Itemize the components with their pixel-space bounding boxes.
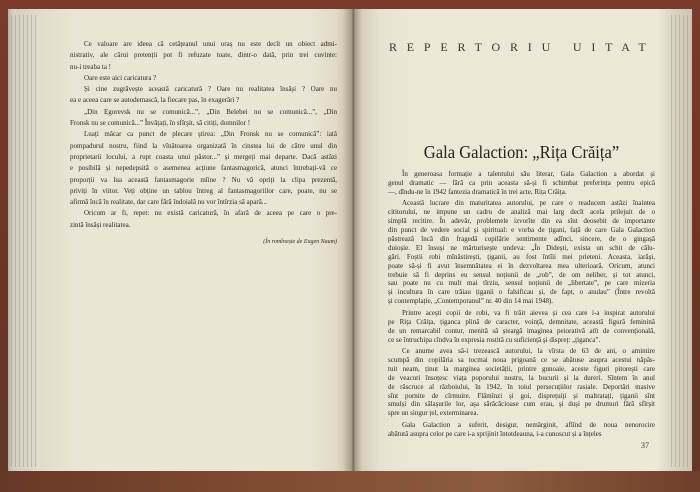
paragraph	[388, 309, 655, 345]
text-line: sînt pornite de cîrmuire. Flămînzi și goi, disprețuiți și maltratați, țiganii sînt	[388, 391, 655, 400]
paragraph	[70, 39, 337, 73]
text-line: genul dramatic — fără ca prin aceasta să-și fi schimbat preferința pentru epică	[388, 178, 655, 187]
text-line: poate să-și fi avut însemnătatea ei în dezvoltarea mea ulterioară. Oricum, atunci	[388, 261, 655, 270]
text-line: și incultura în care trăiau țiganii o falsificau și, de fapt, o anulau” (Între revoltă	[388, 288, 655, 297]
text-line: În generoasa formație a talentului său literar, Gala Galaction a abordat și	[402, 170, 655, 178]
paragraph	[388, 199, 655, 306]
paragraph	[388, 421, 655, 439]
text-line: scumpă din copilăria sa tocmai noua prigoană ce se abătuse asupra acestui năpăs-	[388, 355, 655, 364]
paragraph	[388, 347, 655, 418]
text-line: pe Rița Crăița, țiganca plină de caracter, voință, demnitate, această figură feminină	[388, 317, 655, 326]
text-line: proporții va lua această fantasmagorie mîine ? Nu vă opriți la clipa prezentă,	[70, 175, 337, 184]
text-line: gări. Foștii robi mînăstirești, țiganii, au fost întîii mei prieteni. Aceasta, iarăși,	[388, 252, 655, 261]
text-line: afirmă încă în realitate, dar care fără îndoială nu vor întîrzia să apară...	[70, 198, 268, 207]
text-line: Această lucrare din maturitatea autorului, pe care o readucem astăzi înaintea	[402, 199, 655, 208]
right-page-text	[388, 170, 655, 439]
text-line: sau poate nu cu mult mai tîrziu, sensul noțiunii de „libertate”, pe care mizeria	[388, 279, 655, 288]
text-line: cititorului, ne impune un cadru de analiză mai larg decît acela prilejuit de o	[388, 208, 655, 217]
section-header: REPERTORIU UITAT	[389, 40, 656, 54]
text-line: Ce anume avea să-i trezească autorului, la vîrsta de 63 de ani, o amintire	[402, 347, 655, 355]
text-line: și contemplație, „Contemporanul” nr. 40 din 14 mai 1948).	[388, 297, 554, 306]
text-line: Luați măcar ca punct de plecare știrea: „Din Fronsk nu se comunică”: iată	[84, 130, 337, 139]
paragraph	[388, 170, 655, 197]
text-line: tuit neam, ținut la marginea societății, printre gunoaie, aceste figuri pitorești care	[388, 364, 655, 373]
text-line: Și cine zugrăvește această caricatură ? Oare nu realitatea însăși ? Oare nu	[84, 85, 337, 94]
page-edges	[671, 15, 689, 467]
page-number: 37	[641, 441, 649, 450]
text-line: nu-i treaba ta !	[70, 62, 112, 71]
text-line: păstrează încă din fragedă copilărie sentimente adînci, sincere, de o gingașă	[388, 234, 655, 243]
text-line: Oricum ar fi, repet: nu există caricatură, în afară de aceea pe care o pre-	[84, 209, 337, 218]
text-line: smulși din sălașurile lor, așa sărăcăcioase cum erau, și duși pe drumuri fără sfîrșit	[388, 400, 655, 409]
text-line: Oare este aici caricatura ?	[84, 73, 157, 82]
text-line: e posibilă și nepedepsită o asemenea acțiune fantasmagorică, atunci întrebați-vă ce	[70, 164, 337, 173]
text-line: Printre acești copii de robi, va fi trăit aievea și cea care i-a inspirat autorului	[402, 308, 655, 317]
text-line: simplă recitire. În adevăr, problemele izvorîte din ea sînt deosebit de importante	[388, 217, 655, 226]
text-line: duioșie. El însuși ne mărturisește undeva: „În Didești, exista un schit de călu-	[388, 243, 655, 252]
text-line: zintă însăși realitatea.	[70, 220, 131, 229]
paragraph	[70, 73, 337, 84]
text-line: Fronsk nu se comunică...” Învățați, în sfîrșit, să citiți, domnilor !	[70, 119, 251, 128]
paragraph	[70, 129, 337, 208]
translator-credit: (În romînește de Eugen Naum)	[263, 239, 337, 245]
text-line: spre un singur țel, exterminarea.	[388, 409, 479, 418]
page-edges	[11, 15, 37, 467]
text-line: Ce valoare are ideea că cetățeanul unui oraș nu este decît un obiect admi-	[84, 40, 337, 48]
paragraph	[70, 84, 337, 107]
book-cover-edge	[0, 471, 700, 492]
text-line: Gala Galaction a suferit, desigur, nemărginit, aflînd de noua nenorocire	[402, 420, 655, 429]
text-line: priviți în viitor. Veți obține un tablou întreg al fantasmagoriilor care, poate, nu se	[70, 186, 337, 195]
text-line: „Din Egorevsk nu se comunică...”, „Din Belebei nu se comunică...”, „Din	[84, 107, 337, 116]
left-page-text	[70, 39, 337, 231]
text-line: nistrativ, ale cărui pretenții pot fi refuzate toate, dintr-o dată, prin trei cuvinte:	[70, 51, 337, 60]
text-line: ce se întruchipa cîndva în expresia rostită cu suficiență și dispreț: „țiganca”.	[388, 335, 601, 344]
text-line: din punct de vedere social și spiritual: e vorba de țigani, față de care Gala Galaction	[388, 226, 655, 235]
text-line: ea e aceea care se autodemască, la fiecare pas, în exagerări ?	[70, 96, 240, 105]
text-line: pompadurul nostru, fiind la vînătoarea organizată în cinstea lui de către unul din	[70, 141, 337, 150]
paragraph	[70, 208, 337, 231]
text-line: abătută asupra celor pe care i-a sprijinit întotdeauna, i-a cunoscut și a înțeles	[388, 429, 602, 438]
text-line: —, dîndu-ne în 1942 fantezia dramatică în trei acte, Rița Crăița.	[388, 187, 567, 196]
text-line: de răscruce al războiului, în 1942, în toiul persecuțiilor rasiale. Deportări masive	[388, 382, 655, 391]
book-gutter	[343, 9, 363, 471]
text-line: trebuie să fi deprins eu sensul noțiunii de „rob”, de om neliber, și tot atunci,	[388, 270, 655, 279]
article-title: Gala Galaction: „Rița Crăița”	[423, 142, 620, 162]
paragraph	[70, 107, 337, 130]
text-line: de un remarcabil contur, menită să șteargă imaginea peiorativă atît de convențională,	[388, 326, 655, 335]
text-line: de veacuri însoțesc viața poporului nostru, la bucurii și la dureri. Sîntem în anul	[388, 373, 655, 382]
text-line: proprietarii locului, a rupt coasta unui păstor...” și mergeți mai departe. Dacă astăzi	[70, 152, 337, 161]
